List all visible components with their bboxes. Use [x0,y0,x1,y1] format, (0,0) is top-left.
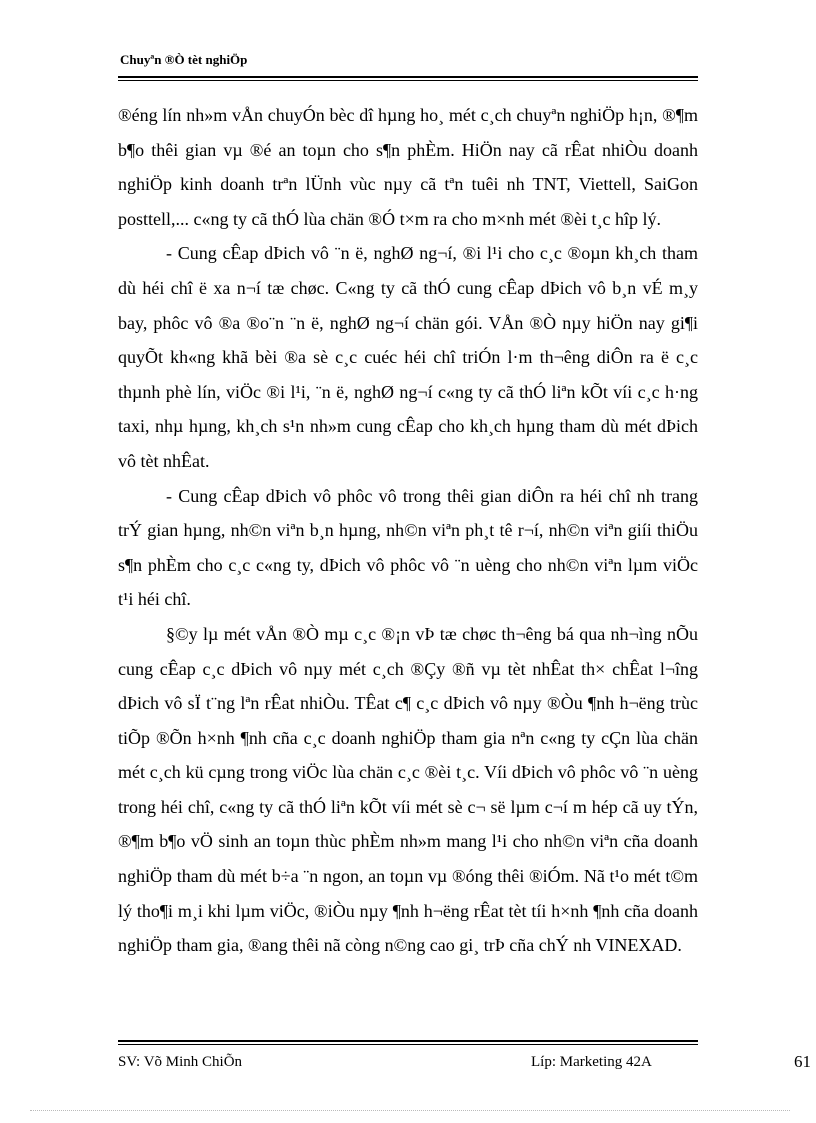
paragraph-3: - Cung cÊap dÞich vô phôc vô trong thêi gian diÔn ra héi chî nh trang trÝ gian hµng, nh©n viªn b¸n hµng, nh©n viªn ph¸t tê r¬í, nh©n viªn giíi thiÖu s¶n phÈm cho c¸c c«ng ty, dÞich vô phôc vô ¨n uèng cho nh©n viªn lµm viÖc t¹i héi chî. [118,485,698,610]
header-rule [118,76,698,78]
page-number: 61 [794,1052,811,1071]
header-rule-thin [118,80,698,81]
footer-rule [118,1040,698,1042]
footer-class: Líp: Marketing 42A [531,1054,652,1070]
footer-author: SV: Võ Minh ChiÕn [118,1054,243,1070]
paragraph-1: ®éng lín nh»m vÅn chuyÓn bèc dî hµng ho¸ mét c¸ch chuyªn nghiÖp h¡n, ®¶m b¶o thêi gian vµ ®é an toµn cho s¶n phÈm. HiÖn nay cã rÊat nhiÒu doanh nghiÖp kinh doanh trªn lÜnh vùc nµy cã tªn tuêi nh TNT, Viettell, SaiGon posttell,... c«ng ty cã thÓ lùa chän ®Ó t×m ra cho m×nh mét ®èi t¸c hîp lý. [118,105,698,229]
page-edge-divider [30,1110,790,1111]
footer-rule-thin [118,1044,698,1045]
paragraph-4: §©y lµ mét vÅn ®Ò mµ c¸c ®¡n vÞ tæ chøc th¬êng bá qua nh¬ìng nÕu cung cÊap c¸c dÞich vô nµy mét c¸ch ®Çy ®ñ vµ tèt nhÊat th× chÊat l¬îng dÞich vô sÏ t¨ng lªn rÊat nhiÒu. TÊat c¶ c¸c dÞich vô nµy ®Òu ¶nh h¬ëng trùc tiÕp ®Õn h×nh ¶nh cña c¸c doanh nghiÖp tham gia nªn c«ng ty cÇn lùa chän mét c¸ch kü cµng trong viÖc lùa chän c¸c ®èi t¸c. Víi dÞich vô phôc vô ¨n uèng trong héi chî, c«ng ty cã thÓ liªn kÕt víi mét sè c¬ së lµm c¬í m hép cã uy tÝn, ®¶m b¶o vÖ sinh an toµn thùc phÈm nh»m mang l¹i cho nh©n viªn cña doanh nghiÖp tham dù mét b÷a ¨n ngon, an toµn vµ ®óng thêi ®iÓm. Nã t¹o mét t©m lý tho¶i m¸i khi lµm viÖc, ®iÒu nµy ¶nh h¬ëng rÊat tèt tíi h×nh ¶nh cña doanh nghiÖp tham gia, ®ang thêi nã còng n©ng cao gi¸ trÞ cña chÝ nh VINEXAD. [118,623,698,956]
paragraph-2: - Cung cÊap dÞich vô ¨n ë, nghØ ng¬í, ®i l¹i cho c¸c ®oµn kh¸ch tham dù héi chî ë xa n¬í tæ chøc. C«ng ty cã thÓ cung cÊap dÞich vô b¸n vÉ m¸y bay, phôc vô ®a ®o¨n ¨n ë, nghØ ng¬í chän gói. VÅn ®Ò nµy hiÖn nay gi¶i quyÕt kh«ng khã bèi ®a sè c¸c cuéc héi chî triÓn l·m th¬êng diÔn ra ë c¸c thµnh phè lín, viÖc ®i l¹i, ¨n ë, nghØ ng¬í c«ng ty cã thÓ liªn kÕt víi c¸c h·ng taxi, nhµ hµng, kh¸ch s¹n nh»m cung cÊap cho kh¸ch hµng tham dù mét dÞich vô tèt nhÊat. [118,243,698,471]
page-header-title: Chuyªn ®Ò tèt nghiÖp [120,52,248,67]
document-body [118,98,698,963]
